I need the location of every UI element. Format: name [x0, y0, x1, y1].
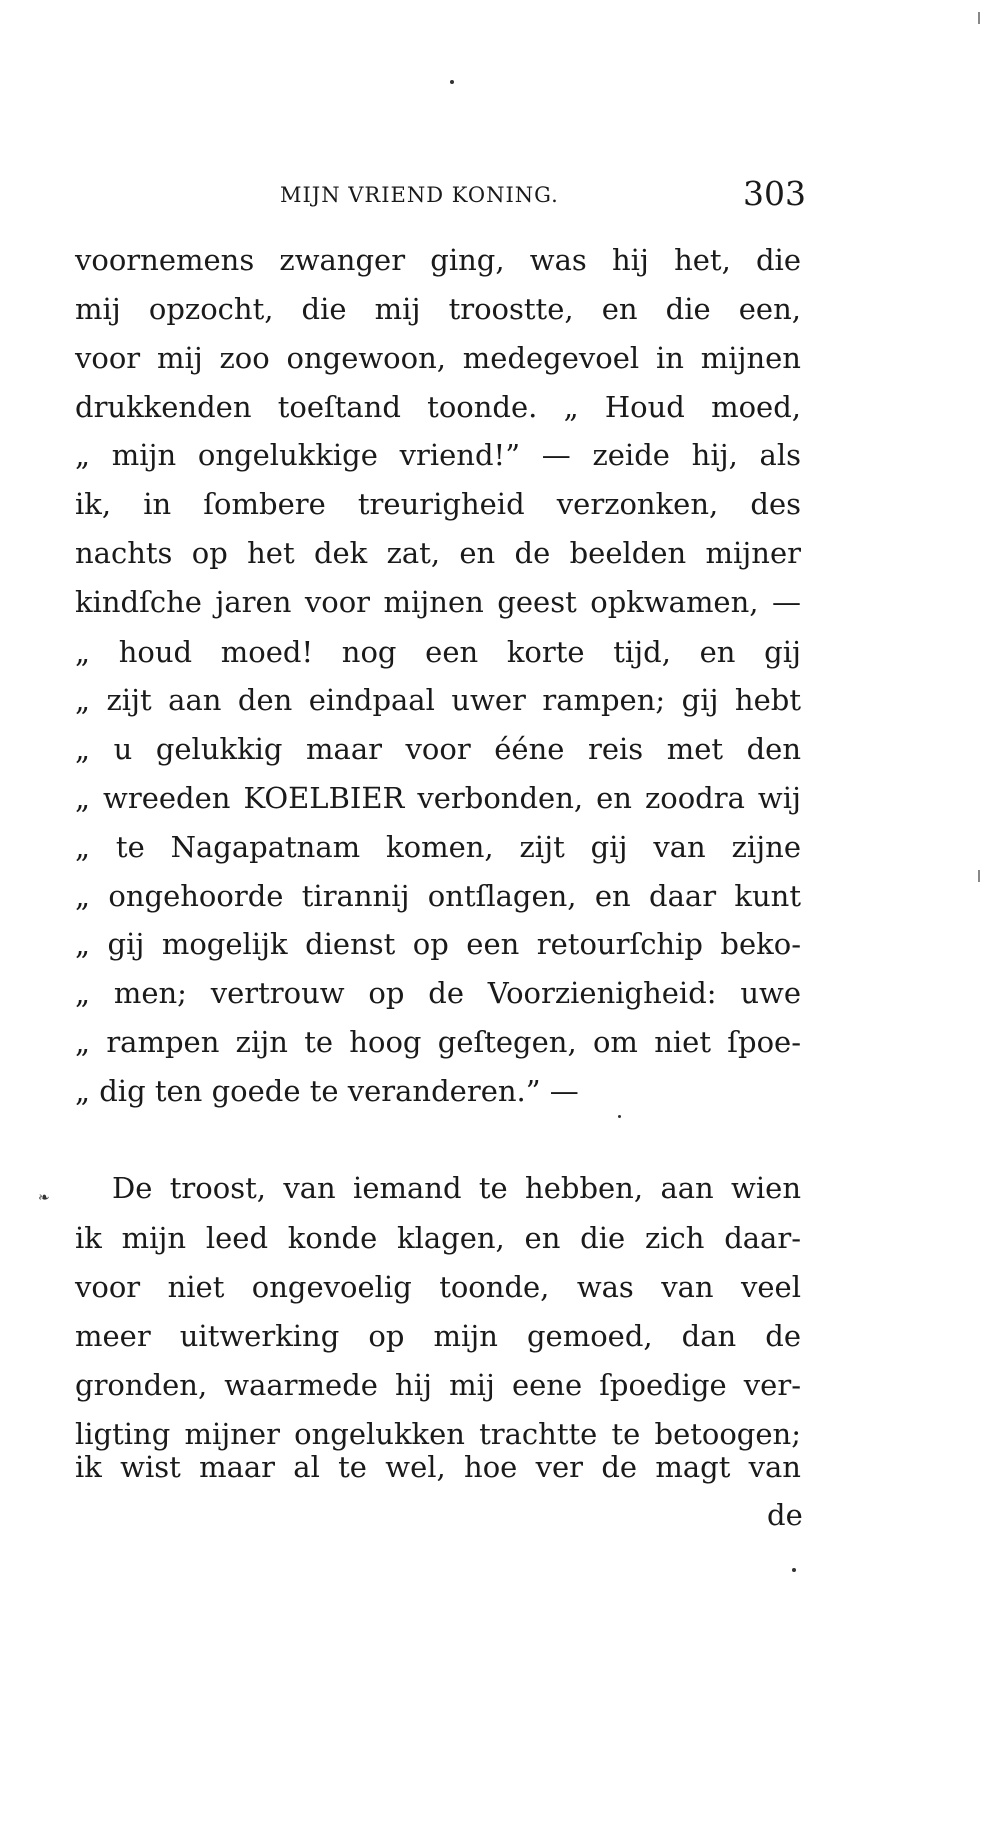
- text-line: mij opzocht, die mij troostte, en die een,: [75, 292, 801, 326]
- text-line: „ zijt aan den eindpaal uwer rampen; gij hebt: [75, 683, 801, 717]
- text-line: kindſche jaren voor mijnen geest opkwamen, —: [75, 585, 801, 619]
- text-line: gronden, waarmede hij mij eene ſpoedige ver-: [75, 1368, 801, 1402]
- text-line: „ dig ten goede te veranderen.” —: [75, 1074, 579, 1108]
- edge-mark: [978, 870, 980, 882]
- text-line: [75, 827, 801, 867]
- text-line: „ rampen zijn te hoog geſtegen, om niet ſpoe-: [75, 1025, 801, 1059]
- text-line: ik, in ſombere treurigheid verzonken, des: [75, 487, 801, 521]
- ink-mark-icon: ❧: [38, 1190, 50, 1206]
- catchword: de: [767, 1498, 803, 1532]
- text-line: „ gij mogelijk dienst op een retourſchip beko-: [75, 927, 801, 961]
- text-line: „ men; vertrouw op de Voorzienigheid: uwe: [75, 976, 801, 1010]
- text-line: „ mijn ongelukkige vriend!” — zeide hij, als: [75, 438, 801, 472]
- text-line: De troost, van iemand te hebben, aan wien: [112, 1171, 801, 1205]
- text-line: voor niet ongevoelig toonde, was van veel: [75, 1270, 801, 1304]
- running-header: MIJN VRIEND KONING.: [280, 183, 559, 207]
- print-speck: [792, 1568, 796, 1572]
- print-speck: [450, 80, 454, 84]
- text-line: ik wist maar al te wel, hoe ver de magt van: [75, 1450, 801, 1484]
- text-line: „ u gelukkig maar voor ééne reis met den: [75, 732, 801, 766]
- text-line: ligting mijner ongelukken trachtte te betoogen;: [75, 1417, 801, 1451]
- text-line: nachts op het dek zat, en de beelden mijner: [75, 536, 801, 570]
- text-line: „ houd moed! nog een korte tijd, en gij: [75, 635, 801, 669]
- text-line: ik mijn leed konde klagen, en die zich daar-: [75, 1221, 801, 1255]
- print-speck: [618, 1115, 621, 1118]
- edge-mark: [978, 12, 980, 24]
- text-line: „ ongehoorde tirannij ontſlagen, en daar kunt: [75, 879, 801, 913]
- text-segment: „ te Nagapatnam komen, zijt gij van zijne: [75, 830, 801, 864]
- text-line: „ wreeden KOELBIER verbonden, en zoodra wij: [75, 781, 801, 815]
- text-line: voor mij zoo ongewoon, medegevoel in mijnen: [75, 341, 801, 375]
- page-number: 303: [743, 174, 806, 213]
- text-line: voornemens zwanger ging, was hij het, die: [75, 243, 801, 277]
- text-line: drukkenden toeſtand toonde. „ Houd moed,: [75, 390, 801, 424]
- text-line: meer uitwerking op mijn gemoed, dan de: [75, 1319, 801, 1353]
